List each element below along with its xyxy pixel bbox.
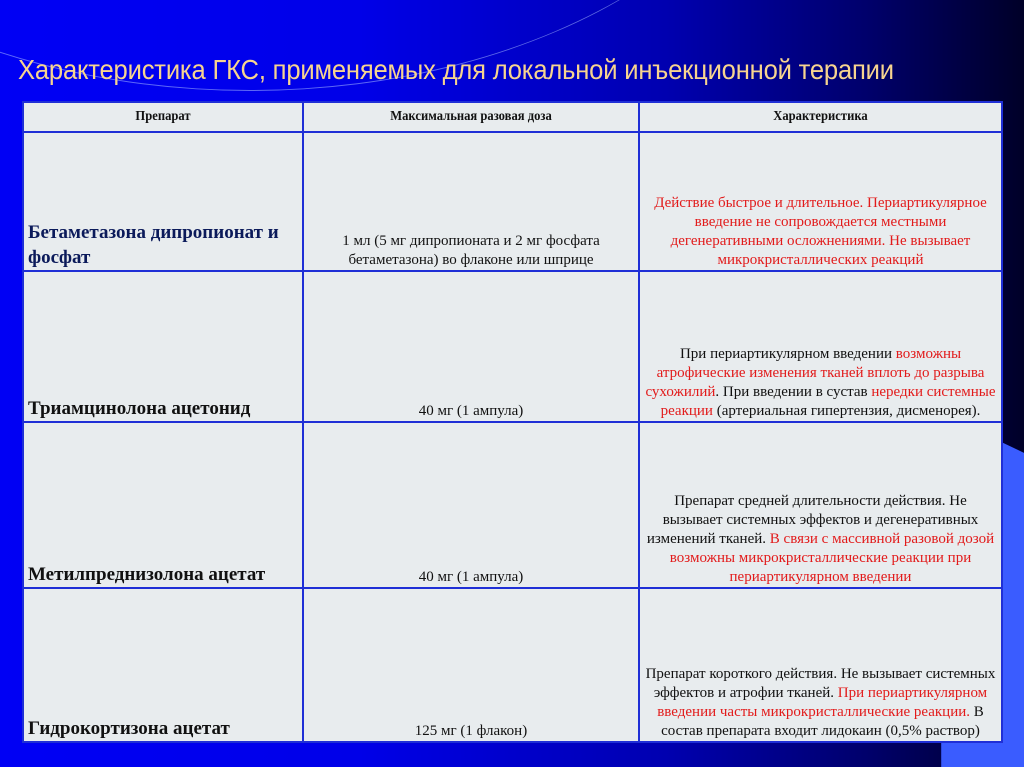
table-row xyxy=(23,132,1002,271)
desc-fragment: При периартикулярном введении xyxy=(679,346,896,362)
desc-fragment-highlight: возможны атрофические изменения тканей вплоть до разрыва сухожилий xyxy=(645,346,985,400)
desc-fragment-highlight: В связи с массивной разовой дозой возможны микрокристаллические реакции при периартикулярном введении xyxy=(669,531,995,585)
desc-fragment-highlight: При периартикулярном введении часты микрокристаллические реакции. xyxy=(657,685,988,720)
header-characteristic: Характеристика xyxy=(657,102,984,132)
desc-fragment: Препарат средней длительности действия. Не вызывает системных эффектов и дегенеративных изменений тканей. xyxy=(646,493,979,547)
characteristic-cell xyxy=(639,271,1002,422)
header-max-dose: Максимальная разовая доза xyxy=(320,102,622,132)
table-row xyxy=(23,588,1002,742)
desc-fragment: Препарат короткого действия. Не вызывает системных эффектов и атрофии тканей. xyxy=(645,666,996,701)
desc-fragment: В состав препарата входит лидокаин (0,5% раствор) xyxy=(661,704,984,739)
drug-name-cell: Бетаметазона дипропионат и фосфат xyxy=(23,132,303,271)
drug-name-cell: Гидрокортизона ацетат xyxy=(23,588,303,742)
dose-cell: 40 мг (1 ампула) xyxy=(303,271,639,422)
desc-fragment: . При введении в сустав xyxy=(715,384,872,400)
dose-cell: 40 мг (1 ампула) xyxy=(303,422,639,588)
characteristic-cell xyxy=(639,588,1002,742)
dose-cell: 125 мг (1 флакон) xyxy=(303,588,639,742)
table-row xyxy=(23,422,1002,588)
slide-title: Характеристика ГКС, применяемых для локальной инъекционной терапии xyxy=(18,54,894,85)
table-header-row xyxy=(23,102,1002,132)
characteristic-cell xyxy=(639,422,1002,588)
desc-fragment: (артериальная гипертензия, дисменорея). xyxy=(712,403,981,419)
dose-cell: 1 мл (5 мг дипропионата и 2 мг фосфата бетаметазона) во флаконе или шприце xyxy=(303,132,639,271)
drug-table xyxy=(22,101,1003,743)
drug-name-cell: Метилпреднизолона ацетат xyxy=(23,422,303,588)
desc-fragment-highlight: нередки системные реакции xyxy=(660,384,996,419)
desc-fragment: Действие быстрое и длительное. Периартикулярное введение не сопровождается местными дегенеративными осложнениями. Не вызывает микрокристаллических реакций xyxy=(654,195,987,268)
drug-name-cell: Триамцинолона ацетонид xyxy=(23,271,303,422)
table-row xyxy=(23,271,1002,422)
characteristic-cell xyxy=(639,132,1002,271)
header-drug: Препарат xyxy=(37,102,289,132)
